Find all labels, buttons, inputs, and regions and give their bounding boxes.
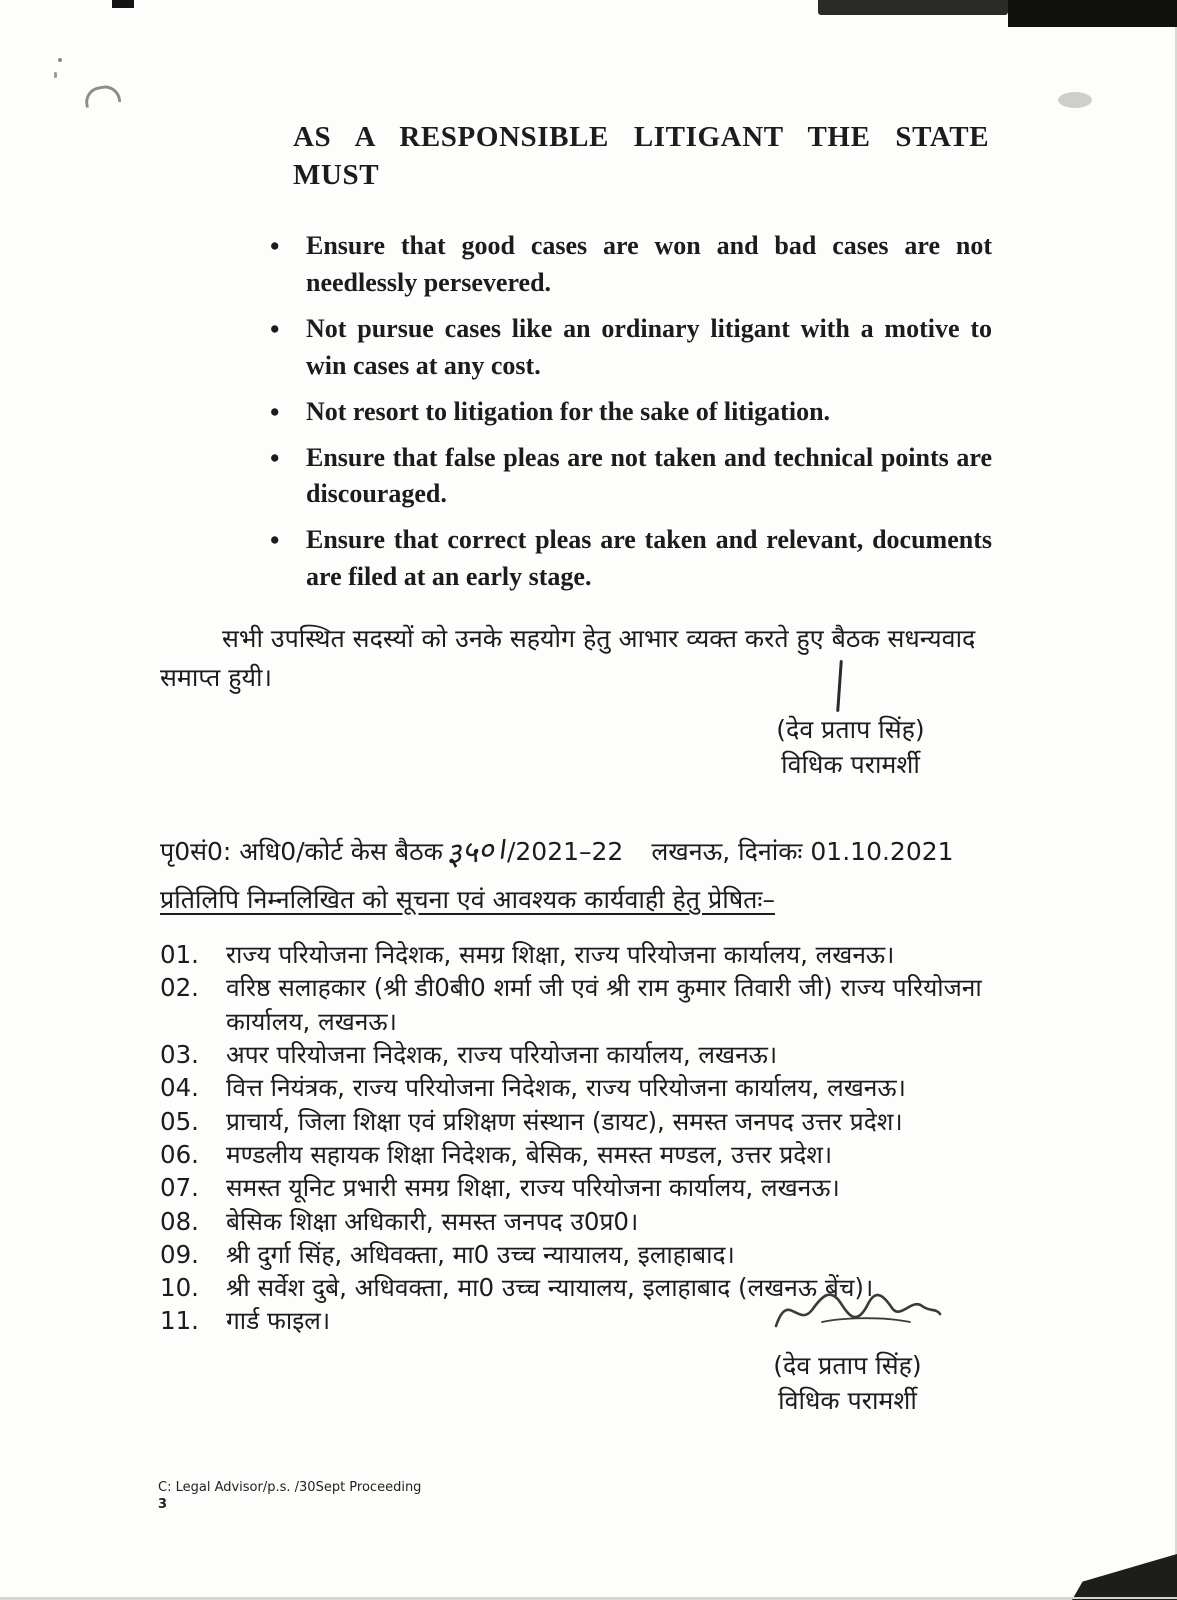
list-item: [160, 1205, 1008, 1238]
list-item-number: 09.: [160, 1239, 199, 1269]
copy-to-heading: प्रतिलिपि निम्नलिखित को सूचना एवं आवश्यक कार्यवाही हेतु प्रेषितः–: [160, 885, 775, 914]
list-item: [160, 1071, 1008, 1104]
list-item: [160, 1171, 1008, 1204]
list-item: [160, 1038, 1008, 1071]
bullet-item: [268, 394, 992, 431]
list-item-text: श्री सर्वेश दुबे, अधिवक्ता, मा0 उच्च न्यायालय, इलाहाबाद (लखनऊ बेंच)।: [226, 1273, 874, 1303]
list-item-number: 11.: [160, 1306, 199, 1336]
list-item-number: 07.: [160, 1173, 199, 1203]
bullet-text: Not resort to litigation for the sake of litigation.: [306, 396, 831, 426]
closing-paragraph: सभी उपस्थित सदस्यों को उनके सहयोग हेतु आभार व्यक्त करते हुए बैठक सधन्यवाद समाप्त हुयी।: [160, 624, 976, 692]
bullet-list: [268, 228, 992, 605]
bullet-text: Ensure that false pleas are not taken and technical points are discouraged.: [306, 442, 992, 509]
list-item: [160, 1238, 1008, 1271]
reference-line: [160, 828, 1100, 874]
list-item-text: श्री दुर्गा सिंह, अधिवक्ता, मा0 उच्च न्यायालय, इलाहाबाद।: [226, 1239, 735, 1269]
scan-artifact-bottom-right-corner: [1072, 1554, 1177, 1600]
list-item: [160, 938, 1008, 971]
list-item-text: वित्त नियंत्रक, राज्य परियोजना निदेशक, राज्य परियोजना कार्यालय, लखनऊ।: [226, 1073, 906, 1103]
footer-cc-line: C: Legal Advisor/p.s. /30Sept Proceeding: [158, 1480, 422, 1495]
list-item: [160, 971, 1008, 1038]
list-item-text: वरिष्ठ सलाहकार (श्री डी0बी0 शर्मा जी एवं श्री राम कुमार तिवारी जी) राज्य परियोजना कार्यालय, लखनऊ।: [226, 973, 982, 1036]
signatory-block-top: [748, 712, 953, 782]
scan-artifact-top-left-tick: [112, 0, 134, 8]
bullet-text: Ensure that correct pleas are taken and relevant, documents are filed at an early stage.: [306, 525, 992, 592]
reference-year: /2021–22: [506, 837, 624, 866]
list-item-text: बेसिक शिक्षा अधिकारी, समस्त जनपद उ0प्र0।: [226, 1206, 639, 1236]
list-item-text: राज्य परियोजना निदेशक, समग्र शिक्षा, राज्य परियोजना कार्यालय, लखनऊ।: [226, 940, 895, 969]
bullet-item: [268, 228, 992, 302]
scan-artifact-bottom-edge: [0, 1597, 1177, 1599]
scan-artifact-top-right-bar: [1008, 0, 1177, 27]
signatory-title: विधिक परामर्शी: [781, 750, 920, 779]
signatory-name: (देव प्रताप सिंह): [773, 1351, 922, 1380]
list-item-number: 05.: [160, 1106, 199, 1136]
bullet-item: [268, 440, 992, 514]
list-item-number: 06.: [160, 1139, 199, 1169]
bullet-text: Not pursue cases like an ordinary litigant with a motive to win cases at any cost.: [306, 313, 992, 380]
bullet-text: Ensure that good cases are won and bad cases are not needlessly persevered.: [306, 231, 992, 297]
signatory-name: (देव प्रताप सिंह): [776, 715, 925, 744]
scan-artifact-dot: [58, 58, 62, 62]
scan-artifact-top-bar: [818, 0, 1008, 15]
bullet-item: [268, 311, 992, 385]
document-heading: [293, 118, 993, 195]
list-item: [160, 1105, 1008, 1138]
list-item-text: प्राचार्य, जिला शिक्षा एवं प्रशिक्षण संस्थान (डायट), समस्त जनपद उत्तर प्रदेश।: [226, 1106, 903, 1136]
heading-line-1: AS A RESPONSIBLE LITIGANT THE STATE: [293, 121, 990, 153]
list-item-number: 02.: [160, 973, 199, 1003]
list-item-text: गार्ड फाइल।: [226, 1306, 331, 1336]
list-item-text: मण्डलीय सहायक शिक्षा निदेशक, बेसिक, समस्त मण्डल, उत्तर प्रदेश।: [226, 1139, 833, 1169]
list-item-text: समस्त यूनिट प्रभारी समग्र शिक्षा, राज्य परियोजना कार्यालय, लखनऊ।: [226, 1173, 840, 1203]
list-item-number: 04.: [160, 1073, 199, 1103]
list-item-number: 10.: [160, 1273, 199, 1303]
list-item-text: अपर परियोजना निदेशक, राज्य परियोजना कार्यालय, लखनऊ।: [226, 1039, 778, 1069]
list-item-number: 01.: [160, 940, 199, 969]
scan-artifact-dot: [54, 72, 57, 78]
scan-artifact-pen-curve: [83, 83, 122, 108]
list-item: [160, 1138, 1008, 1171]
handwritten-dispatch-number: ३५०।: [443, 830, 508, 874]
signatory-block-bottom: [745, 1348, 950, 1418]
signatory-title: विधिक परामर्शी: [778, 1386, 917, 1415]
heading-line-2: MUST: [293, 159, 380, 192]
page-number: 3: [158, 1497, 168, 1512]
bullet-item: [268, 522, 992, 596]
reference-label: पृ0सं0: अधि0/कोर्ट केस बैठक: [160, 837, 443, 866]
signature-scribble: [770, 1278, 945, 1340]
place-and-date: लखनऊ, दिनांकः 01.10.2021: [651, 837, 954, 866]
list-item-number: 03.: [160, 1039, 199, 1069]
list-item-number: 08.: [160, 1206, 199, 1236]
scan-artifact-smudge: [1058, 92, 1092, 108]
